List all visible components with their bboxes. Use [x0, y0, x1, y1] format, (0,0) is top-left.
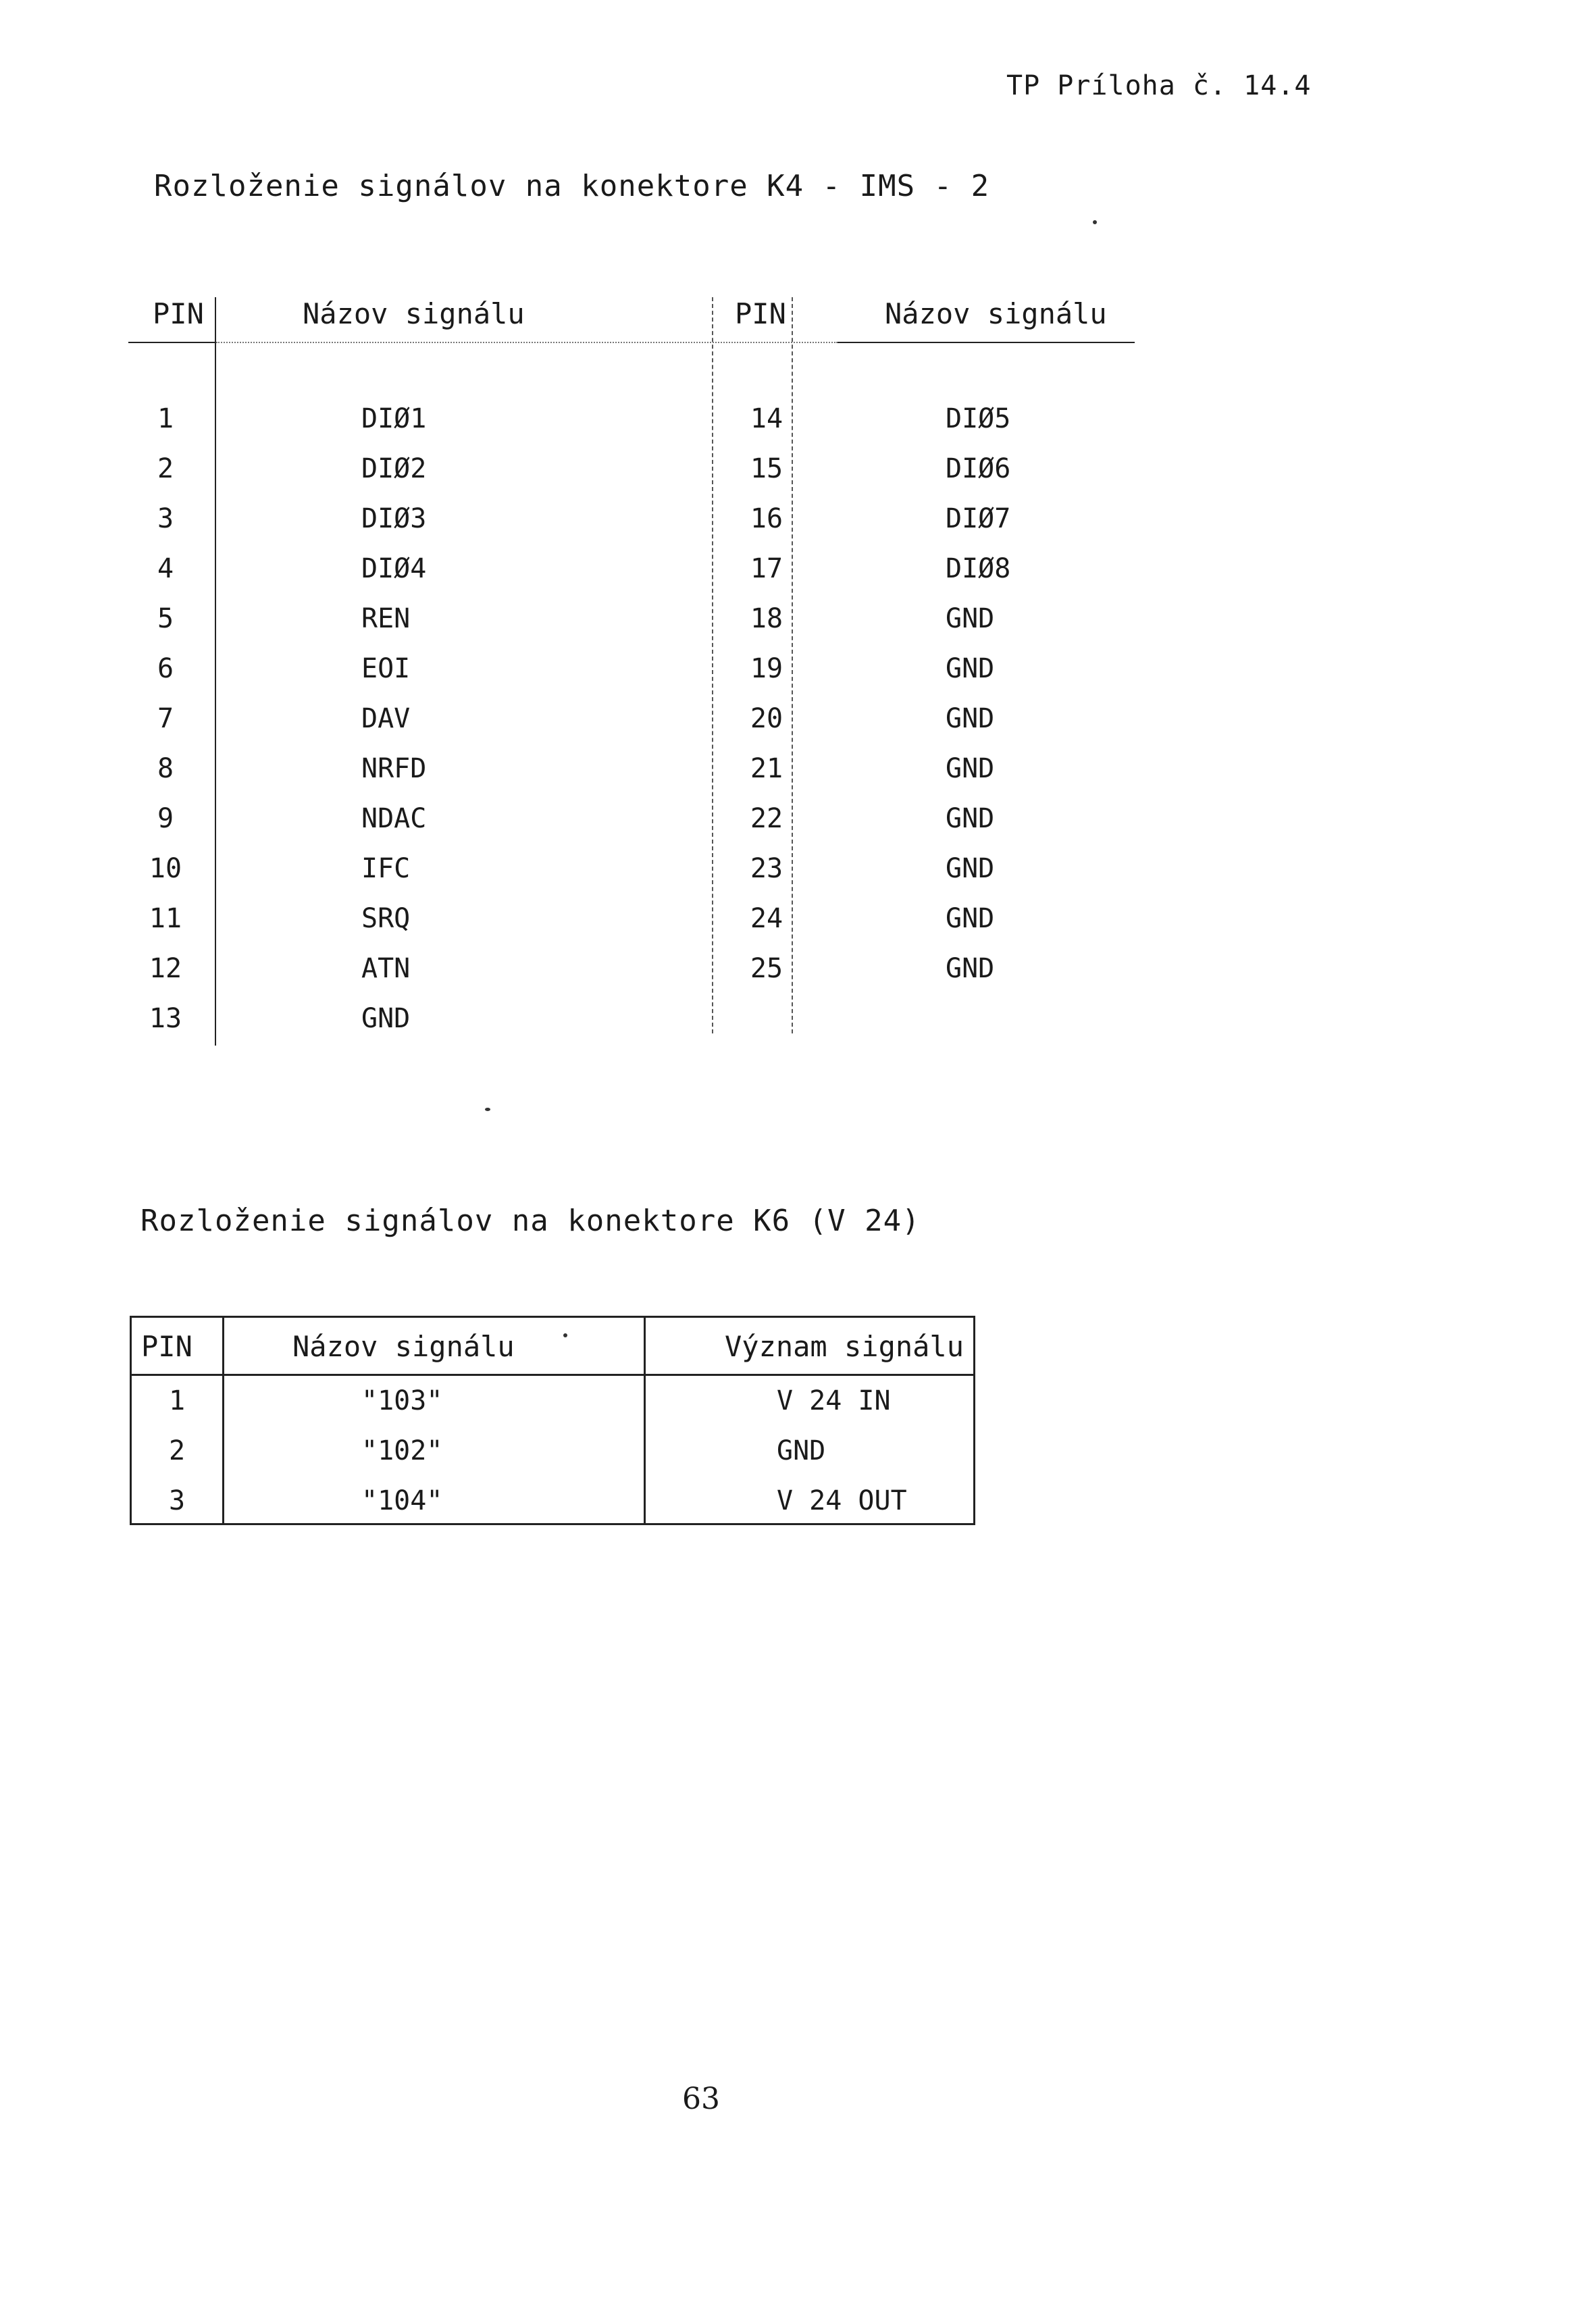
appendix-reference: TP Príloha č. 14.4	[1006, 70, 1312, 101]
k6-pin: 3	[168, 1485, 186, 1516]
k4-signal: DAV	[361, 703, 411, 734]
k6-header-row	[132, 1318, 973, 1376]
k4-header-pin-left: PIN	[153, 297, 204, 330]
k4-pin: 14	[750, 403, 783, 434]
k6-signal-meaning: V 24 OUT	[777, 1485, 907, 1516]
k4-pin: 22	[750, 803, 783, 834]
k4-pin: 21	[750, 753, 783, 784]
k4-signal: GND	[946, 853, 995, 884]
k6-pin: 2	[168, 1435, 186, 1466]
k6-signal-name: "103"	[361, 1385, 443, 1416]
k4-header-rule-middle	[216, 342, 838, 343]
k6-signal-name: "102"	[361, 1435, 443, 1466]
k4-pin: 17	[750, 553, 783, 584]
scan-speck	[563, 1333, 567, 1337]
k4-signal-table	[128, 297, 1141, 1054]
k6-header-name: Názov signálu	[292, 1330, 515, 1363]
k4-pin: 24	[750, 903, 783, 934]
k4-section-title: Rozloženie signálov na konektore K4 - IMS - 2	[154, 169, 990, 203]
table-row	[132, 1476, 973, 1526]
k4-signal: GND	[946, 653, 995, 684]
k4-header-rule-pin	[128, 342, 215, 343]
k4-header-signal-right: Názov signálu	[885, 297, 1107, 330]
k4-signal: GND	[946, 703, 995, 734]
k4-header-pin-right: PIN	[735, 297, 786, 330]
k4-signal: SRQ	[361, 903, 411, 934]
scan-speck	[485, 1108, 490, 1111]
k4-pin: 23	[750, 853, 783, 884]
k4-pin: 4	[157, 553, 174, 584]
k4-signal: NDAC	[361, 803, 427, 834]
k4-pin: 12	[149, 953, 182, 984]
k4-pin: 3	[157, 503, 174, 534]
k4-pin: 5	[157, 603, 174, 634]
k4-signal: IFC	[361, 853, 411, 884]
k4-header-rule-right	[838, 342, 1135, 343]
k4-pin: 13	[149, 1003, 182, 1034]
k4-signal: DIØ6	[946, 453, 1011, 484]
k4-signal: DIØ1	[361, 403, 427, 434]
k6-signal-name: "104"	[361, 1485, 443, 1516]
page-number: 63	[682, 2082, 720, 2116]
k4-signal: DIØ4	[361, 553, 427, 584]
k6-signal-table	[130, 1316, 975, 1525]
k4-pin: 25	[750, 953, 783, 984]
k4-signal: DIØ5	[946, 403, 1011, 434]
k4-pin: 16	[750, 503, 783, 534]
k4-pin: 9	[157, 803, 174, 834]
k4-signal: DIØ3	[361, 503, 427, 534]
k4-signal: GND	[946, 953, 995, 984]
k4-signal: GND	[361, 1003, 411, 1034]
k4-signal: GND	[946, 803, 995, 834]
k4-header-signal-left: Názov signálu	[303, 297, 525, 330]
k6-header-meaning: Význam signálu	[725, 1330, 964, 1363]
k4-signal: DIØ2	[361, 453, 427, 484]
k4-signal: REN	[361, 603, 411, 634]
k6-header-pin: PIN	[141, 1330, 192, 1363]
k4-pin: 6	[157, 653, 174, 684]
k6-signal-meaning: GND	[777, 1435, 826, 1466]
k4-pin: 11	[149, 903, 182, 934]
k4-pin: 10	[149, 853, 182, 884]
k4-signal: DIØ8	[946, 553, 1011, 584]
table-row	[132, 1376, 973, 1426]
k4-pin: 15	[750, 453, 783, 484]
k4-divider-middle	[712, 297, 713, 1033]
k4-pin: 2	[157, 453, 174, 484]
k4-signal: GND	[946, 603, 995, 634]
k4-signal: EOI	[361, 653, 411, 684]
k4-signal: DIØ7	[946, 503, 1011, 534]
k4-pin: 19	[750, 653, 783, 684]
k6-signal-meaning: V 24 IN	[777, 1385, 891, 1416]
k4-pin: 8	[157, 753, 174, 784]
k4-signal: NRFD	[361, 753, 427, 784]
k6-pin: 1	[168, 1385, 186, 1416]
k4-pin: 20	[750, 703, 783, 734]
k4-signal: ATN	[361, 953, 411, 984]
k6-section-title: Rozloženie signálov na konektore K6 (V 24)	[140, 1204, 921, 1238]
k4-signal: GND	[946, 753, 995, 784]
k4-signal: GND	[946, 903, 995, 934]
k4-pin: 7	[157, 703, 174, 734]
k4-pin: 18	[750, 603, 783, 634]
k4-divider-left	[215, 297, 216, 1046]
table-row	[132, 1426, 973, 1476]
k4-pin: 1	[157, 403, 174, 434]
scan-speck	[1093, 220, 1097, 224]
